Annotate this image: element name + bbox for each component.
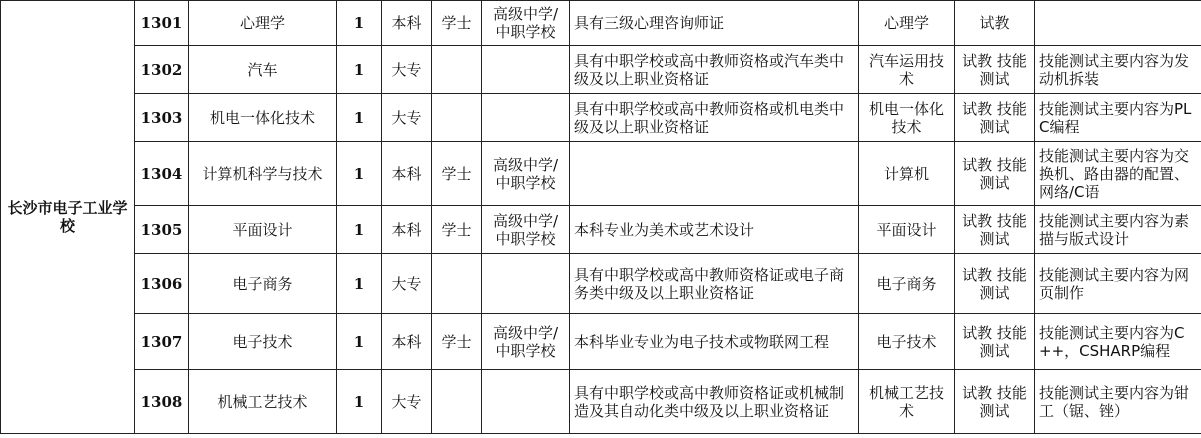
table-row	[1, 1, 1201, 46]
exam-subject-cell: 机械工艺技术	[859, 370, 955, 434]
requirement-cell: 具有三级心理咨询师证	[570, 1, 859, 46]
post-count-cell: 1	[337, 94, 382, 142]
exam-subject-cell: 平面设计	[859, 206, 955, 254]
post-code-cell: 1308	[135, 370, 189, 434]
education-cell: 本科	[382, 1, 432, 46]
note-cell: 技能测试主要内容为交换机、路由器的配置、网络/C语	[1035, 142, 1201, 206]
requirement-cell: 本科专业为美术或艺术设计	[570, 206, 859, 254]
requirement-cell: 具有中职学校或高中教师资格证或电子商务类中级及以上职业资格证	[570, 254, 859, 314]
post-code-cell: 1307	[135, 314, 189, 370]
post-code-cell: 1302	[135, 46, 189, 94]
subject-cell: 计算机科学与技术	[189, 142, 337, 206]
post-count-cell: 1	[337, 314, 382, 370]
post-count-cell: 1	[337, 254, 382, 314]
school-section-cell: 高级中学/ 中职学校	[482, 1, 570, 46]
school-section-cell	[482, 94, 570, 142]
school-section-cell: 高级中学/ 中职学校	[482, 142, 570, 206]
exam-subject-cell: 电子商务	[859, 254, 955, 314]
subject-cell: 机械工艺技术	[189, 370, 337, 434]
post-code-cell: 1306	[135, 254, 189, 314]
degree-cell: 学士	[432, 1, 482, 46]
table-row	[1, 206, 1201, 254]
post-code-cell: 1303	[135, 94, 189, 142]
exam-type-cell: 试教 技能测试	[955, 370, 1035, 434]
degree-cell: 学士	[432, 142, 482, 206]
exam-type-cell: 试教 技能测试	[955, 314, 1035, 370]
education-cell: 大专	[382, 46, 432, 94]
school-name-cell: 长沙市电子工业学校	[1, 1, 135, 434]
exam-type-cell: 试教	[955, 1, 1035, 46]
education-cell: 大专	[382, 370, 432, 434]
note-cell: 技能测试主要内容为PLC编程	[1035, 94, 1201, 142]
exam-subject-cell: 汽车运用技术	[859, 46, 955, 94]
subject-cell: 汽车	[189, 46, 337, 94]
education-cell: 本科	[382, 314, 432, 370]
school-section-cell: 高级中学/ 中职学校	[482, 206, 570, 254]
subject-cell: 电子技术	[189, 314, 337, 370]
exam-subject-cell: 电子技术	[859, 314, 955, 370]
note-cell: 技能测试主要内容为钳工（锯、锉）	[1035, 370, 1201, 434]
requirement-cell: 具有中职学校或高中教师资格或机电类中级及以上职业资格证	[570, 94, 859, 142]
note-cell: 技能测试主要内容为发动机拆装	[1035, 46, 1201, 94]
note-cell: 技能测试主要内容为素描与版式设计	[1035, 206, 1201, 254]
education-cell: 本科	[382, 206, 432, 254]
degree-cell	[432, 254, 482, 314]
requirement-cell: 具有中职学校或高中教师资格或汽车类中级及以上职业资格证	[570, 46, 859, 94]
requirement-cell: 本科毕业专业为电子技术或物联网工程	[570, 314, 859, 370]
degree-cell	[432, 94, 482, 142]
exam-subject-cell: 计算机	[859, 142, 955, 206]
table-row	[1, 370, 1201, 434]
subject-cell: 机电一体化技术	[189, 94, 337, 142]
degree-cell: 学士	[432, 314, 482, 370]
note-cell: 技能测试主要内容为C++，CSHARP编程	[1035, 314, 1201, 370]
exam-type-cell: 试教 技能测试	[955, 206, 1035, 254]
post-count-cell: 1	[337, 370, 382, 434]
table-row	[1, 94, 1201, 142]
post-count-cell: 1	[337, 206, 382, 254]
school-section-cell: 高级中学/ 中职学校	[482, 314, 570, 370]
table-row	[1, 314, 1201, 370]
subject-cell: 电子商务	[189, 254, 337, 314]
post-count-cell: 1	[337, 1, 382, 46]
note-cell: 技能测试主要内容为网页制作	[1035, 254, 1201, 314]
education-cell: 大专	[382, 94, 432, 142]
note-cell	[1035, 1, 1201, 46]
subject-cell: 心理学	[189, 1, 337, 46]
education-cell: 大专	[382, 254, 432, 314]
subject-cell: 平面设计	[189, 206, 337, 254]
requirement-cell	[570, 142, 859, 206]
exam-type-cell: 试教 技能测试	[955, 142, 1035, 206]
table-row	[1, 254, 1201, 314]
exam-type-cell: 试教 技能测试	[955, 46, 1035, 94]
post-count-cell: 1	[337, 46, 382, 94]
school-section-cell	[482, 370, 570, 434]
post-code-cell: 1304	[135, 142, 189, 206]
school-section-cell	[482, 46, 570, 94]
exam-subject-cell: 心理学	[859, 1, 955, 46]
degree-cell: 学士	[432, 206, 482, 254]
requirement-cell: 具有中职学校或高中教师资格证或机械制造及其自动化类中级及以上职业资格证	[570, 370, 859, 434]
degree-cell	[432, 46, 482, 94]
post-count-cell: 1	[337, 142, 382, 206]
post-code-cell: 1305	[135, 206, 189, 254]
degree-cell	[432, 370, 482, 434]
exam-type-cell: 试教 技能测试	[955, 94, 1035, 142]
post-code-cell: 1301	[135, 1, 189, 46]
table-row	[1, 46, 1201, 94]
exam-type-cell: 试教 技能测试	[955, 254, 1035, 314]
school-section-cell	[482, 254, 570, 314]
table-row	[1, 142, 1201, 206]
education-cell: 本科	[382, 142, 432, 206]
exam-subject-cell: 机电一体化技术	[859, 94, 955, 142]
